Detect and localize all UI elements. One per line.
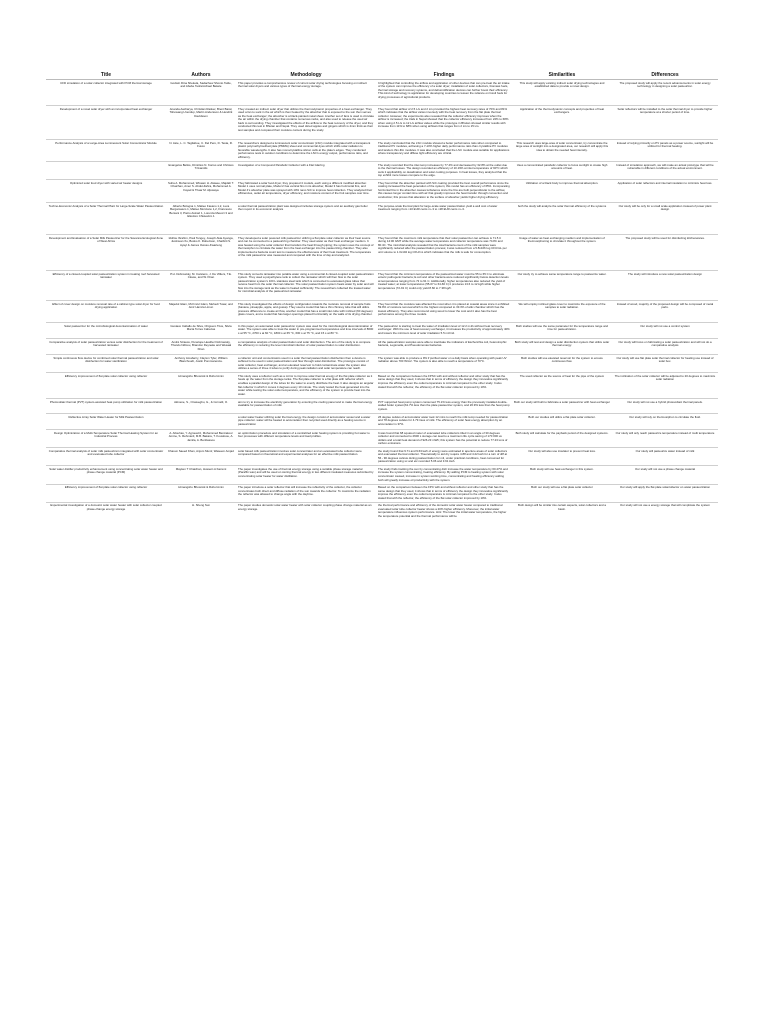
findings-cell: The pasteurizer is starting to treat the water of irradiation level of 12.2 mJ/s without heat recovery exchanger. With the use of heat recovery exchanger, it increases the productivity of approximately 40% and lowers the minimum level of solar irradiation 5.5 mJ/m2. (376, 323, 512, 339)
findings-cell: They found that the moisture was affected the most when it is placed at coastal areas since it exhibited 59.9% of moisture removal which is the highest compared to 33.3% of attic chamber which has the lowest efficiency. They also recommend using wood to lower the cost and it also has the best performance among the three models. (376, 301, 512, 323)
similarities-cell: Our study try to achieve same temperature range to pasteurize water. (512, 271, 612, 301)
title-cell: Comparative analysis of solar pasteurization versus solar disinfection for the treatment of harvested rainwater (46, 339, 166, 355)
similarities-cell: Both study will calculate for the payback period of the designed systems. (512, 430, 612, 448)
authors-cell: Suha A. Mohammed, Wissam H. Alawee, Majdah T. Chaichan, Amer S. Abdul-Zahra, Mohammed A. Fayad & Thaar M. Aljuwaya (166, 180, 236, 203)
methodology-cell: This study uses a reflector such as a mirror to improve solar thermal energy of the flat plate collector as it heats up the water from the storage tanks. The flat plate collector is a flat plate with reflector which enables a parallel design of the tubes for the water to evenly distribute the heat. It also designs an angular flat collector in which it moves it degrees every 10 minute. The study tested the heat generated into the water while testing the solar outlet temperature, and the efficiency of the system to provide heat into the water. (236, 373, 376, 399)
authors-cell: Ananda Aacharya, Christian Rasker, Brent Baral, Tshewang Lhendup, Martin Andersson & Hendrik Davidsson (166, 106, 236, 140)
findings-cell: They found that the minimum temperature of the pasteurized water must be 55 to 65 C to eliminate enteric pathogenic bacteria; E.coli and other bacteria were reduced significantly below detection levels at temperatures ranging from 72 to 91 C. Additionally, higher temperatures also reduced the yield of treated water; at lower temperatures (55-67 to 64-66 C) it produces 13.6 to 12 kg/h while higher temperatures (72-91 C) could only yield 8.60 to 7.38 kg/h. (376, 271, 512, 301)
table-row (46, 484, 718, 502)
findings-cell: The system was able to produce a 9% if purified water on a daily basis when operating with peak UV radiation above 700 W/m2. The system is also able to reach a temperature of 70°C. (376, 355, 512, 373)
header-authors: Authors (166, 70, 236, 80)
differences-cell: Our study will only reach pasteurize temperature instead of multi temperature (612, 430, 718, 448)
differences-cell: Instead of relying primarily on PV panels as a power source, sunlight will be utilized for thermal heating. (612, 140, 718, 162)
table-row (46, 180, 718, 203)
findings-cell: 26 degree celsius of accumulator water took 12 mins to reach the milk temp needed for pasteurization and 78 degrees celsius for 4.79 rises of milk. The efficiency of solar heat energy absorption by an accumulator is 37%. (376, 414, 512, 430)
literature-review-page (46, 70, 718, 522)
title-cell: Efficiency of a closed-coupled solar pasteurization system in treating roof harvested rainwater (46, 271, 166, 301)
table-row (46, 301, 718, 323)
table-row (46, 203, 718, 235)
similarities-cell: Usage of water as heat exchanging medium and implementation of thermosiphoning to circulate it throughout the system. (512, 235, 612, 271)
table-row (46, 339, 718, 355)
methodology-cell: a solar thermal pasteurization plant was designed includes storage system and an auxiliary gas boiler then report in its economic analysis (236, 203, 376, 235)
similarities-cell: Both our studies will utilize a flat plate solar collector. (512, 414, 612, 430)
methodology-cell: The researchers designed a luminescent solar concentrator (LSC) module integrated with a transparent plastic polymethylmethacrylate (PMMA) sheet and commercial dyes which shifts solar radiation to favorable wavelengths. It also has monocrystalline silicon cells at the plate's edges. They conducted performance tests in outdoor conditions to determine the LSC's energy output, performance ratio, and efficiency. (236, 140, 376, 162)
differences-cell: Our study will use flat plate solar thermal collector for heating use instead of solar box. (612, 355, 718, 373)
title-cell: Optimized solar food dryer with varied air heater designs (46, 180, 166, 203)
authors-cell: N. Aste, L. C. Tagliabue, C. Del Pero, D. Testa, R. Fusco (166, 140, 236, 162)
title-cell: Simple continuous flow device for combined solar thermal pasteurization and solar disinfection for water sterilization (46, 355, 166, 373)
title-cell (46, 162, 166, 180)
differences-cell: The proposed study will apply the recent advancements in solar energy technology in designing a solar pasteurizer. (612, 80, 718, 106)
similarities-cell: Our study will also use insulator to prevent heat loss. (512, 448, 612, 466)
methodology-cell: This paper provides a comprehensive review of current solar drying technologies focusing on indirect thermal solar dryers and various types of thermal energy storage. (236, 80, 376, 106)
table-row (46, 235, 718, 271)
similarities-cell: The used reflector as the source of heat for the pipe of the system (512, 373, 612, 399)
authors-cell: Akinene, S., Onwuegbu, G., & Cornelli, O. (166, 399, 236, 414)
findings-cell: It highlighted that controlling the airflow and application of other devices that can pre-heat the air intake of the system can improve the efficiency of a solar dryer; installation of solar collectors, biomass fuels, thermal storage and recovery systems, and dehumidification devices can further boost their efficiency. This kind of technology is application for developing countries to lessen the reliance on fossil fuels for drying processes of agricultural products. (376, 80, 512, 106)
methodology-cell: Investigation of a Compound Parabolic Collector with a Flat Glazing (236, 162, 376, 180)
similarities-cell: Uses a concentrated parabolic collector to focus sunlight to create high amounts of heat. (512, 162, 612, 180)
findings-cell: The purpose-scale thermal plant for large-scale water pasteurization yield a well cost of water treatment ranging from ≈10 EUR cents m−3 to ≈28 EUR cents m−3. (376, 203, 512, 235)
differences-cell: The study will introduce a new solar pasteurization design (612, 271, 718, 301)
differences-cell: Instead of wood, majority of the proposed design will be composed of metal parts. (612, 301, 718, 323)
title-cell: Performance Analysis of a Large-Area Luminescent Solar Concentrator Module (46, 140, 166, 162)
differences-cell: Our study will be only for a small scale application instead of power plant design (612, 203, 718, 235)
header-differences: Differences (612, 70, 718, 80)
authors-cell: Himangshu Bhowmik & Ruhul Amin (166, 373, 236, 399)
similarities-cell: Both studies will use elevated reservoir for the system to ensure continuous flow. (512, 355, 612, 373)
methodology-cell: They developed a solar powered milk pasteurizer utilizing a flat plate solar collector as their heat source and can be connected to a pasteurizing chamber. They used water as their heat exchanger medium. It was heated using the solar collector that transfers the heat through piping; the system uses the concept of thermosiphon to circulate the water from the heat exchanger into the pasteurizing chamber. They also implemented a bacteria count test to measure the effectiveness of their heat treatment. The temperature of the milk pasteurizer was measured and compared with the time of day and analyzed. (236, 235, 376, 271)
header-findings: Findings (376, 70, 512, 80)
table-row (46, 162, 718, 180)
findings-cell: It was found that 68 squared meter of evacuated tube collectors tilted in an angle of 30 degrees collector and connected to 2600 L storage can lead to a maximum life cycle saving of 170 000 us dollars and a total heat demand of 926.23 mWh; this system has the potential to reduce 77.23 tons of carbon emissions. (376, 430, 512, 448)
header-similarities: Similarities (512, 70, 612, 80)
methodology-cell: a collector unit and concentrators used in a solar thermal pasteurization disinfection then a device is suffered to be used in solar pasteurization and flow through solar disinfection. The prototype consist of solar collector, heat exchanger, and an elevated reservoir to hold contaminate water the system also utilizes a series of three 4 tubes to purify during peak radiation and solar temperature can reach. (236, 355, 376, 373)
differences-cell: Application of solar reflectors and internal insulation to minimize heat loss. (612, 180, 718, 203)
table-row (46, 80, 718, 106)
authors-cell: Himangshu Bhowmik & Ruhul Amin (166, 484, 236, 502)
findings-cell: The study recorded that the inlet temp increases by 77.4% and decreased by 32.8% at the outlet due to the thermal losses. The design recorded an efficiency of 10.19% at inlet temperature of 90°C which suits it applicability on desalination and solar cooling purposes. In heat losses, they analyzed that the top exhibit more losses compare to the edge. (376, 162, 512, 180)
title-cell: Solar pasteurizer for the microbiological decontamination of water (46, 323, 166, 339)
differences-cell: The proposed study will be used for disinfecting kitchenwares. (612, 235, 718, 271)
authors-cell: Khasun Saeed Khan, Anjum Munir, Waseem Amjad (166, 448, 236, 466)
differences-cell: Our study will pasteurize water instead of milk (612, 448, 718, 466)
differences-cell: The inclination of the solar collector will be adjusted to 20 degrees to maximize solar radiation (612, 373, 718, 399)
title-cell: Solar water distiller productivity enhancement using concentrating solar water heater and phase change material (PCM) (46, 466, 166, 484)
findings-cell: They found that airflow of 2.5 L/s and 2 L/s provided the highest heat recovery rates of 70% and 81% which indicates that the airflow varies inversely with the heat recovery from the flat plate thermal collector. However, the experiments also revealed that the collector efficiency improves when the airflow is increased; the trials in Nepal showed that the collector efficiency increased from 24% to 68% when using 2.5 L/s to 12 L/s airflow values while the prototype in Bhutan showed similar results with increase from 11% to 68% when using airflows that ranges from 2 L/s to 15 L/s. (376, 106, 512, 140)
methodology-cell: This study converts rainwater into potable water using a commercial & closed-coupled solar pasteurization system. They used a polyethylene tank to collect the rainwater which will then flow to the solar pasteurization system's 100 L stainless steel tank which is connected to evacuated glass tubes that receive heat from the solar thermal collector. The solar pasteurization system heats water by solar and will flow into the storage tank as the water is heated sufficiently. The researchers collected the treated water for microbial analysis of the pasteurized rainwater. (236, 271, 376, 301)
table-header-row (46, 70, 718, 80)
similarities-cell: Both study will test and design a solar disinfection system that utilize solar thermal energy. (512, 339, 612, 355)
differences-cell: Our study will not use a hybrid photovoltaic thermal panels. (612, 399, 718, 414)
table-row (46, 140, 718, 162)
differences-cell: Solar reflectors will be installed to the solar thermal dryer to provide higher temperature at a shorter period of time. (612, 106, 718, 140)
similarities-cell: Both our study will built to fabricate a solar pasteurizer with heat exchanger (512, 399, 612, 414)
authors-cell (166, 414, 236, 430)
methodology-cell: aim to try to increase the electricity generation by ensuring the cooling panel and to make thermal energy available for pasteurization of milk. (236, 399, 376, 414)
differences-cell: Our study will apply the flat plate solarcollector on water pasteurization (612, 484, 718, 502)
table-row (46, 106, 718, 140)
differences-cell: Our study will not use a control system (612, 323, 718, 339)
findings-cell: Based on the comparison between the FPSC with and without reflector and other study that has the same design that they used, it shows that in terms of efficiency the design they innovative significantly improve the efficiency even the outlet temperature is minimal compared to the other study. It also stated that with the reflector, the efficiency of the flat solar collector improved by 10%. (376, 373, 512, 399)
similarities-cell: Utilization of a black body to improve thermal absorption. (512, 180, 612, 203)
table-row (46, 502, 718, 522)
title-cell: Experimental investigation of a domestic solar water heater with solar collector coupled phase-change energy storage (46, 502, 166, 522)
methodology-cell: an optimization procedure and simulation of a centralized solar heating system is providing hot water to four processes with different temperature levels and load profiles. (236, 430, 376, 448)
table-row (46, 373, 718, 399)
table-row (46, 355, 718, 373)
table-row (46, 271, 718, 301)
title-cell: Development of a novel solar dryer with an incorporated heat exchanger (46, 106, 166, 140)
similarities-cell: We will employ inclined glass cover to maximize the exposure of the samples to solar radiation. (512, 301, 612, 323)
authors-cell: P.H. Dobrowsky, M. Carstens, J. De Villiers, T.E. Cloete, and W. Khan (166, 271, 236, 301)
methodology-cell: In this paper, an automated solar pasteurizer system was used for the microbiological decontamination of water. The system was able to treat the water in pre-programmed temperatures and time intervals of 8600 s at 55 °C, 2700 s at 60 °C, 1800 s at 65 °C, 600 s at 75 °C, and 15 s at 80 °C. (236, 323, 376, 339)
authors-cell: Godwin Dina Shekela, Sadachew Shonto Tekle, and Abebe Tesfamichael Bekele (166, 80, 236, 106)
similarities-cell: Both our study will use a flat plate solar collector (512, 484, 612, 502)
similarities-cell: both the study will analyze the solar thermal efficiency of the systems (512, 203, 612, 235)
findings-cell: Based on the comparison between the FPC with and without reflector and other study that has the same design that they used, it shows that in terms of efficiency the design they innovative significantly improve the efficiency even the outlet temperature is minimal compared to the other study. It also stated that with the reflector, the efficiency of the flat solar collector improved by 10%. (376, 484, 512, 502)
methodology-cell: The paper studies domestic solar water heater with solar collector coupling phase change material as an energy storage. (236, 502, 376, 522)
table-body (46, 80, 718, 522)
similarities-cell: This study will apply existing indirect solar drying technologies and established data to provide a novel design. (512, 80, 612, 106)
title-cell: CFD simulation of a solar collector integrated with PCM thermal storage (46, 80, 166, 106)
findings-cell: They found that the absorber painted with SiC coating provided the best overall performance since the coating increased the heat generation of the system; this model has an efficiency of 65%. Incorporating horizontal fins in the absorber causes turbulence since the fins are built perpendicular to the airflow, this causes longer contact time with air that greatly improves the heat transfer through convection and conduction; this proves that alteration to the surface of absorber yields higher drying efficiency. (376, 180, 512, 203)
methodology-cell: The paper investigates the use of thermal energy storage using a suitable phase storage material (Paraffin wax) and will be used on storing thermal energy in two different insulated measures submitted by concentrating solar heater for water distillation. (236, 466, 376, 484)
authors-cell: Anthony Amabarry, Clayton Tyler, William Blanchoudt, Justin Pommarencia. (166, 355, 236, 373)
findings-cell: the study found that 9.71 and 9.63 kwh of energy were estimated in aperture areas of solar collectors and evacuated thermal collector. Theoretically to aid dry require 4.88 and 4.22 kwh for a turn of diff at 56 - 90 degrees celsius during pasteurization for mil, under practical conditions, heat consumed for pasteurization using sc and etc recorded 5.06 and 3.91 kwh. (376, 448, 512, 466)
title-cell: Photovoltaic thermal (PVT) system-assisted heat pump utilization for milk pasteurization (46, 399, 166, 414)
methodology-cell: a solar water heater utilizing solar thermal energy. the design consist of accumulator vessel and a water pipe collector. water will be heated to accumulator then recycled used directly as a heating source in pasteurization (236, 414, 376, 430)
authors-cell: Alberto Bologna 1, Matteo Fasano 1,2, Luca Bergamasco 1, Matteo Morciano 1,2, Francesco Bersani 3, Pietro Asinari 1, Lorenza Meucci 3 and Eliodoro Chiavazzo 1 (166, 203, 236, 235)
similarities-cell: Both design will be similar into certain aspects, solar collectors and a basin. (512, 502, 612, 522)
methodology-cell: solar based milk pasteurization involves solar concentrator and an evacuated tube collector were compared based on theoretical and experimental analyses for an effective milk pasteurization. (236, 448, 376, 466)
authors-cell: André Strauss, Penelope Heather Dobrowsky, Thando Ndlovu, Brandon Reyneke and Wesaal Khan (166, 339, 236, 355)
table-row (46, 323, 718, 339)
authors-cell: Majedul Islam, Md Imrul Islam, Mehedi Tusar, and Amir Hamza Limon (166, 301, 236, 323)
authors-cell: A. Allouhas, Y. Agrouaziz, Mohammed Benzakour Amine, S. Rehmanil, M.B. Bakara, T. Kousksou, A. Jamila, A. Benbassou (166, 430, 236, 448)
methodology-cell: The paper introduce a solar reflector that will increase the reflectivity of the collector, the collector concentrates both direct and diffuse radiation of the sun towards the collector. To maximize the radiation the reflector was allowed to change angle with the daytime. (236, 484, 376, 502)
authors-cell: Iddrisu Ibrahim, Paul Tengey, Joseph Akia Ayanga, Justinuan Xu, Bosko K. Robertson, Chaibriti S. Ayayi & James Owusu-Kwarteng (166, 235, 236, 271)
similarities-cell: Both studies will use the same parameter for the temperature range and time for pasteurization. (512, 323, 612, 339)
table-row (46, 466, 718, 484)
table-row (46, 414, 718, 430)
findings-cell: They found that the maximum milk temperature that their solar pasteurizer can achieve is 71.5 C during 14:00 GMT while the average water temperature and collector temperature was 74.8C and 80.4C. The microbial analysis revealed that the total bacteria count of the milk samples were significantly reduced after the pasteurization process; it was reduced from a 5.8x106 log CFU/mL per unit volume to 1.0x102 log CFU/mL which indicates that the milk is safe for consumption. (376, 235, 512, 271)
title-cell: Efficiency improvement of flat plate solar collector using reflector (46, 373, 166, 399)
literature-review-table (46, 70, 718, 522)
authors-cell: Evangelos Bellos, Dimitrios N. Korres and Christos Tzivanidis (166, 162, 236, 180)
table-row (46, 448, 718, 466)
table-row (46, 399, 718, 414)
findings-cell: The study concluded that the LSC module showed a better performance ratio when compared to traditional PV modules, achieving a 7-10% higher daily performance ratio than crystalline PV modules and tandem thin-film modules. It was also concluded that the LSC module was suitable for applications where transparency and diffuse light efficiency are critical. (376, 140, 512, 162)
differences-cell: Our study will focus on fabricating a solar pasteurization and will not do a comparative analysis (612, 339, 718, 355)
title-cell: Comparative thermal analysis of solar milk pasteurizers integrated with solar concentrator and evacuated tube collector (46, 448, 166, 466)
findings-cell: The study finds tracking the sun by concentrating dish increase the water temperature by 60.47% and increase the system concentrating, heating efficiency. By adding PCM to heating system with solar concentrator caused, increase in system working time, concentrating and heating efficiency adding both will greatly increase oil productivity with the system. (376, 466, 512, 484)
findings-cell: All the pasteurization samples were able to inactivate the indicators of Escherichia coli, heterotrophic bacteria, Legionella, and Pseudomonas bacterias. (376, 339, 512, 355)
similarities-cell: This research uses large-area of solar concentrator, try concentrate the large area of sunlight into a designated area, our research will apply this idea to obtain the needed heat intensity. (512, 140, 612, 162)
differences-cell: Our study will not use a energy storage that will complicate the system (612, 502, 718, 522)
authors-cell: H. Sheng Sun (166, 502, 236, 522)
methodology-cell: a comparative analysis of solar pasteurization and solar disinfection. The aim of the study is to compare the efficiency in reducing the level microbial infection of solar pasteurization to solar disinfection. (236, 339, 376, 355)
title-cell: Efficiency improvement of flat plate solar collector using reflector (46, 484, 166, 502)
table-row (46, 430, 718, 448)
title-cell: Techno-Economic Analysis of a Solar Thermal Plant for Large-Scale Water Pasteurization (46, 203, 166, 235)
authors-cell: Gustavo Caballo de Silva, Chiguero Titus, Silvia María Torres Cabezas (166, 323, 236, 339)
title-cell: Design Optimization of a Multi-Temperature Solar Thermal Heating System for an Industrial Process (46, 430, 166, 448)
title-cell: Development and Evaluation of a Solar Milk Pasteurizer for the Savanna Ecological Zone of West Africa (46, 235, 166, 271)
header-title: Title (46, 70, 166, 80)
differences-cell: Our study will not use a phase change material (612, 466, 718, 484)
similarities-cell: Application of the thermodynamic concepts and properties of heat exchangers. (512, 106, 612, 140)
title-cell: Reflective Array Solar Water Heater for Milk Pasteurization (46, 414, 166, 430)
methodology-cell: They fabricated a solar food dryer, they prepared 4 models, each using a different modified absorber. Model 1 uses normal plate, Model 2 has vertical fins in its absorber, Model 3 has horizontal fins, and Model 4's absorber plate was sprayed with 10% nano SiC to improve heat collection. They analyzed their efficiencies, outlet air temperature, dryer efficiency, and moisture content of the fruit samples over time. (236, 180, 376, 203)
title-cell: Effect of cover design on moisture removal rate of a cabinet type solar dryer for food drying application (46, 301, 166, 323)
findings-cell: PVT supported heat pump system consumed 75.1% less energy than the previously installed double-walled boiler system(61.7% less than the plate pasteurizer system, and 26.9% less than the heat pump system. (376, 399, 512, 414)
findings-cell: the thermal performance and efficiency of the domestic solar water heater compared to traditional evacuated solar tube collector heater shows a 20% higher efficiency. Moreover, the initial water temperature influences system performance. Hint: The lower the initial water temperature, the higher the temperature potential and the thermal performance will be (376, 502, 512, 522)
methodology-cell: They created an indirect solar dryer that utilizes the thermodynamic properties of a heat exchanger. They used a fan to suck in the air which is then heated by the absorber that is exposed to the sun then serves as the heat exchanger; the absorber is a black-painted metal sheet. Another set of fans is used to circulate the air within the drying chamber that contains numerous racks, and also used to release the used air back to surrounding. They investigated the effects of the airflow to the heat recovery of the dryer, and they conducted this test in Bhutan and Nepal. They used sliced apples and gingers which is 4mm thick as their test samples and compared their moisture content during the study. (236, 106, 376, 140)
authors-cell: Mayken T Chaichan, Hussein A Kazemi (166, 466, 236, 484)
differences-cell: Instead of simulation approach, we will make an actual prototype that will be vulnerable in different conditions of the actual environment. (612, 162, 718, 180)
header-methodology: Methodology (236, 70, 376, 80)
differences-cell: Our study will rely on thermosiphon to circulate the fluid. (612, 414, 718, 430)
methodology-cell: This study investigated the effects of design configuration towards the moisture removal of sample fruits (banana, pineapple, apple, and guava). They used a model that has a thin chimney tube that will utilize pressure difference to create air flow, another model that has a small inlet cube with inclined (60 degrees) glass covers, and a model that has larger openings placed horizontally on the walls of its drying chamber. (236, 301, 376, 323)
similarities-cell: Both study will use heat exchanger in this system. (512, 466, 612, 484)
